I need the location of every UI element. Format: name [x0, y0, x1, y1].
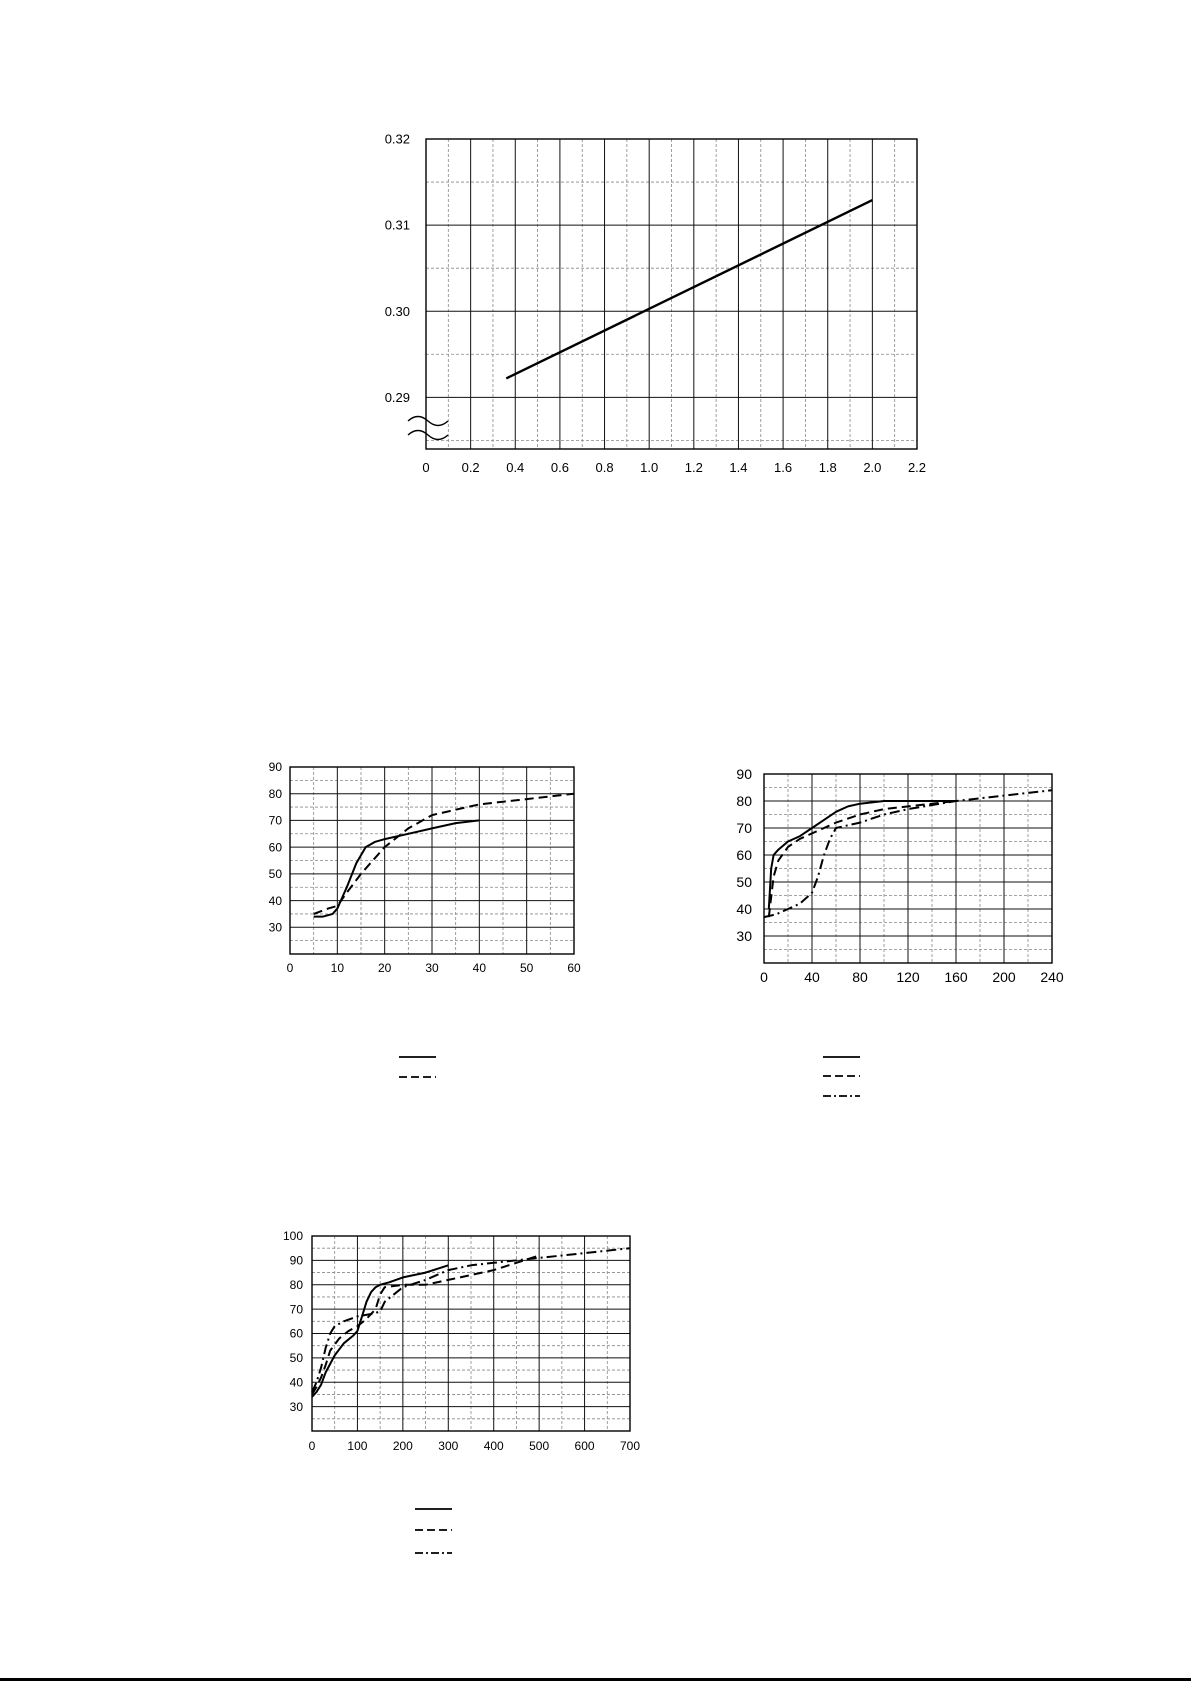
- page-bottom-rule: [0, 1678, 1191, 1681]
- x-tick-label: 20: [377, 961, 392, 975]
- y-tick-label: 40: [736, 900, 752, 917]
- y-tick-label: 90: [268, 760, 282, 775]
- y-tick-label: 60: [268, 840, 282, 855]
- x-tick-label: 1.4: [729, 460, 748, 475]
- x-tick-label: 0: [760, 969, 768, 985]
- x-tick-label: 1.8: [818, 460, 837, 475]
- x-tick-label: 1.6: [774, 460, 793, 475]
- y-tick-label: 60: [289, 1326, 303, 1341]
- x-tick-label: 0.6: [550, 460, 569, 475]
- y-tick-label: 0.30: [384, 303, 410, 319]
- x-tick-label: 700: [619, 1439, 641, 1453]
- y-tick-label: 50: [268, 867, 282, 882]
- x-tick-label: 0.8: [595, 460, 614, 475]
- x-tick-label: 100: [347, 1439, 368, 1453]
- x-tick-label: 80: [852, 969, 868, 985]
- y-tick-label: 80: [736, 792, 752, 809]
- x-tick-label: 600: [574, 1439, 595, 1453]
- chart-1: [385, 132, 926, 475]
- x-tick-label: 120: [896, 969, 920, 985]
- x-tick-label: 1.2: [684, 460, 703, 475]
- x-tick-label: 0.4: [506, 460, 525, 475]
- x-tick-label: 240: [1040, 969, 1064, 985]
- y-tick-label: 30: [736, 927, 752, 944]
- series-line-1: [506, 200, 872, 378]
- y-tick-label: 80: [289, 1277, 303, 1292]
- y-tick-label: 70: [736, 819, 752, 836]
- axis-break-mark: [408, 417, 448, 426]
- series-line-2: [314, 794, 574, 914]
- x-tick-label: 1.0: [640, 460, 659, 475]
- y-tick-label: 50: [289, 1351, 303, 1366]
- x-tick-label: 300: [438, 1439, 459, 1453]
- x-tick-label: 0.2: [461, 460, 480, 475]
- y-tick-label: 0.29: [384, 389, 410, 405]
- x-tick-label: 160: [944, 969, 968, 985]
- series-line-2: [769, 801, 956, 917]
- y-tick-label: 40: [268, 893, 282, 908]
- chart-4: [283, 1229, 640, 1553]
- y-tick-label: 100: [282, 1229, 303, 1244]
- y-tick-label: 0.32: [384, 131, 410, 147]
- y-tick-label: 90: [289, 1253, 303, 1268]
- x-tick-label: 40: [804, 969, 820, 985]
- y-tick-label: 30: [268, 920, 282, 935]
- x-tick-label: 2.2: [907, 460, 927, 475]
- x-tick-label: 40: [472, 961, 487, 975]
- y-tick-label: 60: [736, 846, 752, 863]
- x-tick-label: 0: [308, 1439, 316, 1453]
- y-tick-label: 70: [289, 1302, 303, 1317]
- x-tick-label: 10: [330, 961, 345, 975]
- y-tick-label: 30: [289, 1399, 303, 1414]
- y-tick-label: 40: [289, 1375, 303, 1390]
- y-tick-label: 70: [268, 813, 282, 828]
- x-tick-label: 200: [392, 1439, 413, 1453]
- x-tick-label: 200: [992, 969, 1016, 985]
- axis-break-mark: [408, 431, 448, 440]
- x-tick-label: 50: [519, 961, 534, 975]
- y-tick-label: 0.31: [384, 217, 410, 233]
- x-tick-label: 60: [567, 961, 581, 975]
- chart-3: [736, 766, 1063, 1096]
- x-tick-label: 400: [483, 1439, 504, 1453]
- x-tick-label: 30: [425, 961, 439, 975]
- x-tick-label: 2.0: [863, 460, 882, 475]
- x-tick-label: 500: [529, 1439, 550, 1453]
- y-tick-label: 50: [736, 873, 752, 890]
- x-tick-label: 0: [422, 460, 430, 475]
- series-line-1: [314, 820, 480, 916]
- y-tick-label: 90: [736, 765, 752, 782]
- x-tick-label: 0: [286, 961, 294, 975]
- y-tick-label: 80: [268, 786, 282, 801]
- chart-2: [269, 760, 581, 1077]
